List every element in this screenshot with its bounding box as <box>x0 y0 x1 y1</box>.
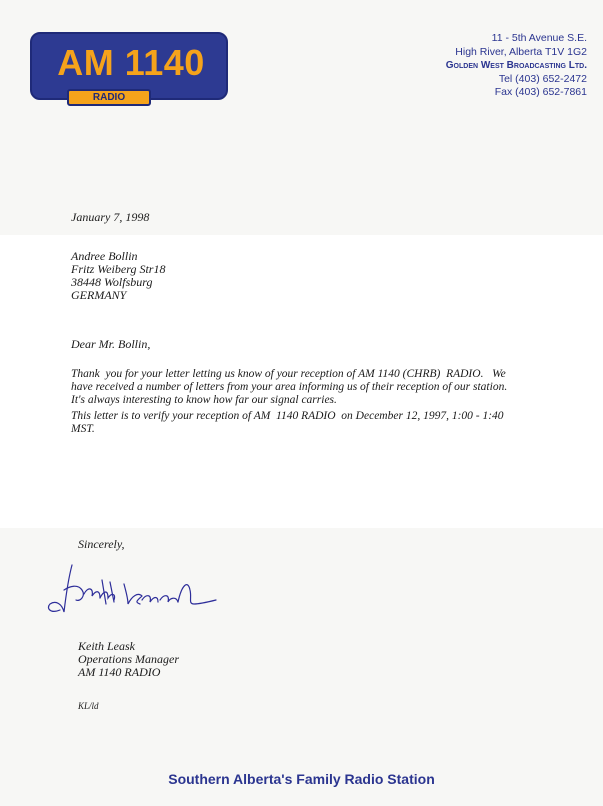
handwritten-signature <box>42 560 222 620</box>
paragraph-line: Thank you for your letter letting us know of your reception of AM 1140 (CHRB) RADIO. We <box>71 368 506 380</box>
logo-sub-text: RADIO <box>67 89 151 106</box>
typist-initials: KL/ld <box>78 701 99 711</box>
logo-main-text: AM 1140 <box>57 42 205 83</box>
recipient-line: Andree Bollin <box>71 249 138 263</box>
signer-title: Operations Manager <box>78 652 179 666</box>
signer-organization: AM 1140 RADIO <box>78 665 161 679</box>
recipient-address <box>71 250 165 302</box>
salutation: Dear Mr. Bollin, <box>71 337 151 351</box>
body-paragraph <box>71 410 571 436</box>
body-paragraph <box>71 368 571 407</box>
letter-date: January 7, 1998 <box>71 210 150 224</box>
signer-name: Keith Leask <box>78 639 135 653</box>
paragraph-line: MST. <box>71 423 95 435</box>
address-line: High River, Alberta T1V 1G2 <box>455 45 587 58</box>
closing: Sincerely, <box>78 537 125 551</box>
paragraph-line: have received a number of letters from your area informing us of their reception of our station. <box>71 381 508 393</box>
recipient-line: Fritz Weiberg Str18 <box>71 262 166 276</box>
fax-number: Fax (403) 652-7861 <box>494 86 587 98</box>
recipient-line: 38448 Wolfsburg <box>71 275 153 289</box>
paragraph-line: It's always interesting to know how far our signal carries. <box>71 394 337 406</box>
recipient-line: GERMANY <box>71 288 127 302</box>
letterhead-address <box>446 32 587 100</box>
signature-block <box>78 640 179 679</box>
company-name: Golden West Broadcasting Ltd. <box>445 60 587 71</box>
footer-slogan: Southern Alberta's Family Radio Station <box>168 771 435 787</box>
paragraph-line: This letter is to verify your reception of AM 1140 RADIO on December 12, 1997, 1:00 - 1:40 <box>71 410 504 422</box>
phone-number: Tel (403) 652-2472 <box>498 72 587 85</box>
address-line: 11 - 5th Avenue S.E. <box>491 32 587 44</box>
